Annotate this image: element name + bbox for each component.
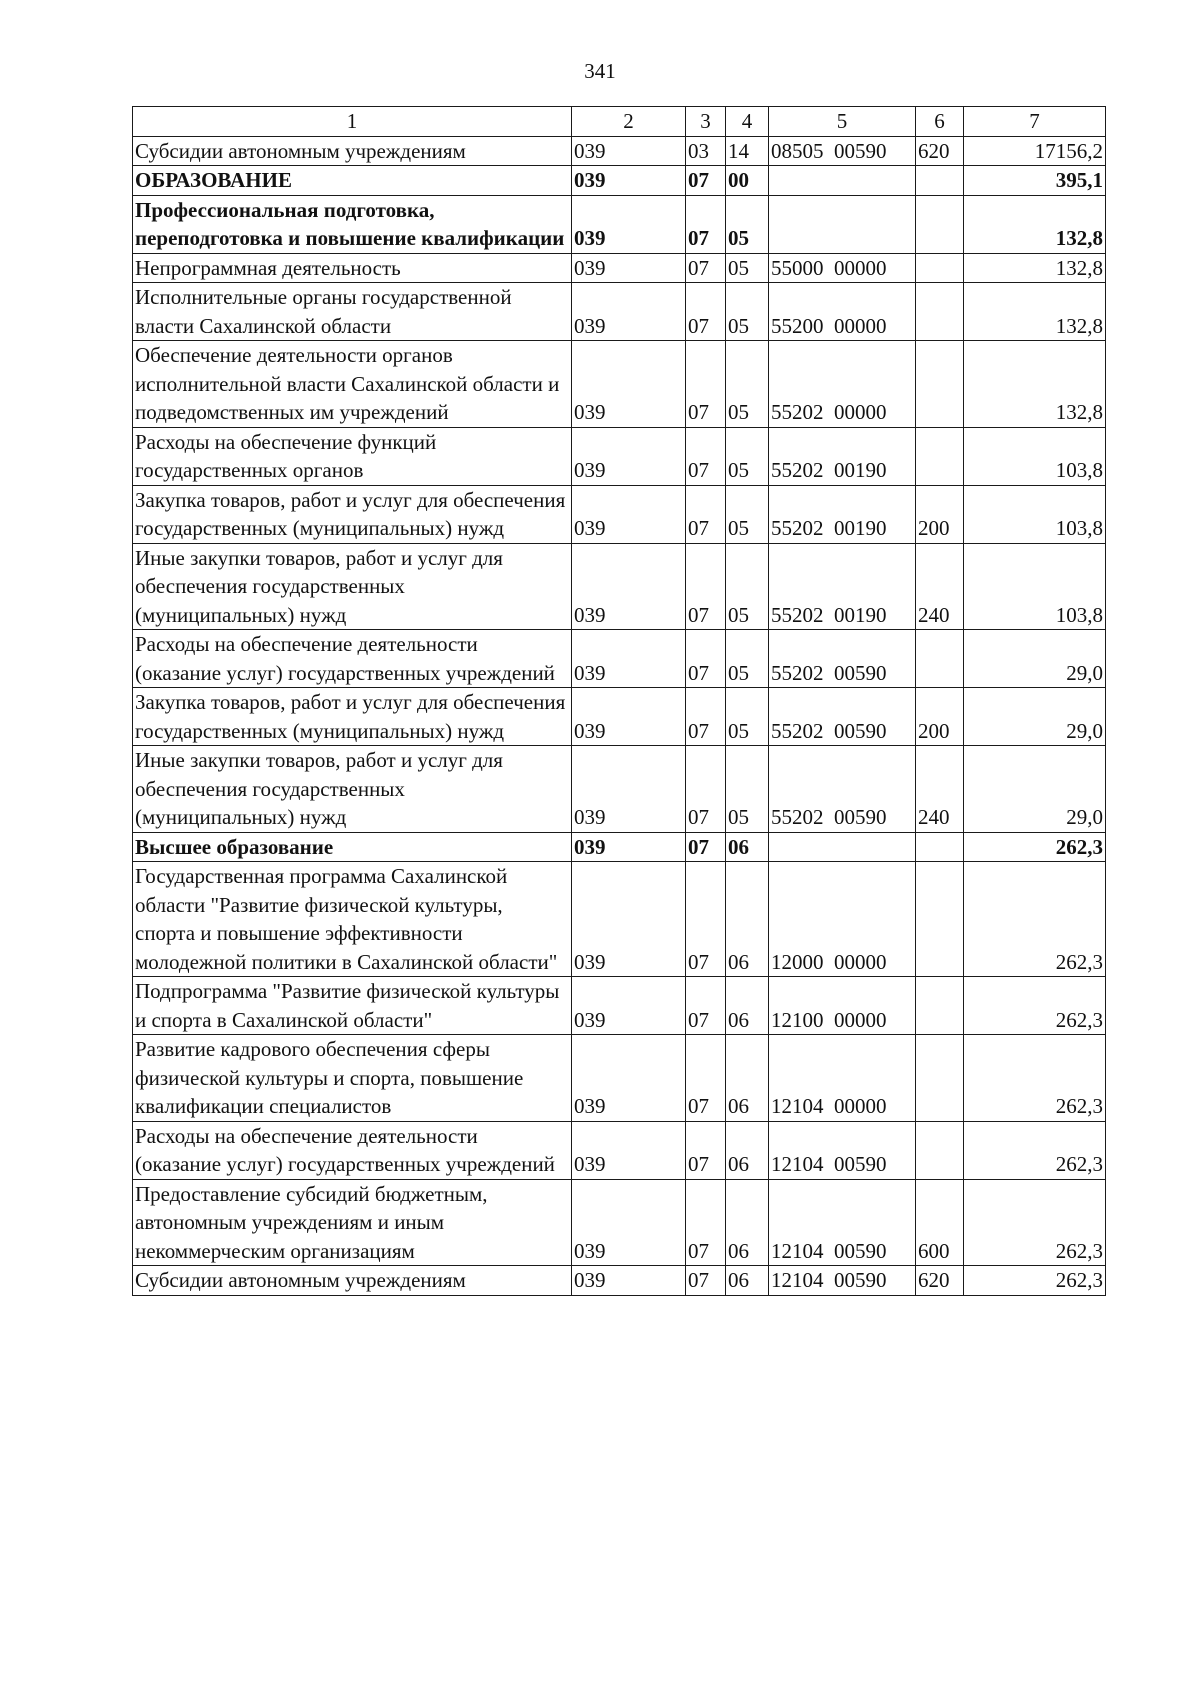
row-name-cell: Исполнительные органы государственной власти Сахалинской области (133, 283, 572, 341)
expense-type-cell: 200 (916, 485, 964, 543)
amount-cell: 103,8 (964, 427, 1106, 485)
row-name-cell: Иные закупки товаров, работ и услуг для обеспечения государственных (муниципальных) нужд (133, 543, 572, 630)
table-row (133, 1266, 1106, 1296)
code-cell: 039 (572, 1179, 686, 1266)
row-name-cell: Развитие кадрового обеспечения сферы физической культуры и спорта, повышение квалификации специалистов (133, 1035, 572, 1122)
subsection-cell: 05 (726, 543, 769, 630)
section-cell: 07 (686, 832, 726, 862)
column-header: 1 (133, 107, 572, 137)
subsection-cell: 14 (726, 136, 769, 166)
target-article-cell: 08505 00590 (769, 136, 916, 166)
page-number: 341 (584, 59, 616, 83)
section-cell: 07 (686, 341, 726, 428)
table-row (133, 253, 1106, 283)
subsection-cell: 05 (726, 283, 769, 341)
target-article-cell: 12104 00590 (769, 1266, 916, 1296)
target-article-cell: 55000 00000 (769, 253, 916, 283)
row-name-cell: Субсидии автономным учреждениям (133, 1266, 572, 1296)
code-cell: 039 (572, 630, 686, 688)
section-cell: 07 (686, 283, 726, 341)
amount-cell: 262,3 (964, 1121, 1106, 1179)
amount-cell: 262,3 (964, 1179, 1106, 1266)
code-cell: 039 (572, 862, 686, 977)
code-cell: 039 (572, 283, 686, 341)
row-name-cell: Непрограммная деятельность (133, 253, 572, 283)
code-cell: 039 (572, 136, 686, 166)
table-row (133, 1035, 1106, 1122)
expense-type-cell (916, 341, 964, 428)
section-cell: 07 (686, 630, 726, 688)
table-row (133, 832, 1106, 862)
subsection-cell: 05 (726, 630, 769, 688)
table-row (133, 746, 1106, 833)
row-name-cell: Иные закупки товаров, работ и услуг для обеспечения государственных (муниципальных) нужд (133, 746, 572, 833)
target-article-cell: 12104 00590 (769, 1179, 916, 1266)
amount-cell: 103,8 (964, 485, 1106, 543)
target-article-cell: 55202 00590 (769, 746, 916, 833)
subsection-cell: 05 (726, 688, 769, 746)
subsection-cell: 00 (726, 166, 769, 196)
subsection-cell: 05 (726, 427, 769, 485)
row-name-cell: Расходы на обеспечение деятельности (оказание услуг) государственных учреждений (133, 1121, 572, 1179)
amount-cell: 132,8 (964, 253, 1106, 283)
header-row (133, 107, 1106, 137)
expense-type-cell (916, 166, 964, 196)
amount-cell: 103,8 (964, 543, 1106, 630)
table-row (133, 630, 1106, 688)
target-article-cell (769, 195, 916, 253)
expense-type-cell: 240 (916, 543, 964, 630)
row-name-cell: Закупка товаров, работ и услуг для обеспечения государственных (муниципальных) нужд (133, 688, 572, 746)
code-cell: 039 (572, 195, 686, 253)
section-cell: 07 (686, 1121, 726, 1179)
target-article-cell: 55202 00190 (769, 485, 916, 543)
amount-cell: 262,3 (964, 1266, 1106, 1296)
section-cell: 07 (686, 746, 726, 833)
section-cell: 03 (686, 136, 726, 166)
section-cell: 07 (686, 977, 726, 1035)
row-name-cell: Расходы на обеспечение функций государственных органов (133, 427, 572, 485)
subsection-cell: 06 (726, 1266, 769, 1296)
row-name-cell: Подпрограмма "Развитие физической культуры и спорта в Сахалинской области" (133, 977, 572, 1035)
table-row (133, 688, 1106, 746)
target-article-cell: 55202 00590 (769, 688, 916, 746)
target-article-cell: 12104 00000 (769, 1035, 916, 1122)
table-row (133, 341, 1106, 428)
section-cell: 07 (686, 688, 726, 746)
code-cell: 039 (572, 832, 686, 862)
subsection-cell: 06 (726, 1121, 769, 1179)
column-header: 3 (686, 107, 726, 137)
column-header: 7 (964, 107, 1106, 137)
subsection-cell: 05 (726, 746, 769, 833)
row-name-cell: Государственная программа Сахалинской области "Развитие физической культуры, спорта и повышение эффективности молодежной политики в Сахалинской области" (133, 862, 572, 977)
code-cell: 039 (572, 746, 686, 833)
code-cell: 039 (572, 166, 686, 196)
subsection-cell: 05 (726, 253, 769, 283)
amount-cell: 132,8 (964, 341, 1106, 428)
amount-cell: 29,0 (964, 630, 1106, 688)
expense-type-cell (916, 283, 964, 341)
table-row (133, 1179, 1106, 1266)
expense-type-cell: 240 (916, 746, 964, 833)
target-article-cell: 55202 00000 (769, 341, 916, 428)
code-cell: 039 (572, 253, 686, 283)
table-row (133, 136, 1106, 166)
expense-type-cell (916, 862, 964, 977)
amount-cell: 262,3 (964, 1035, 1106, 1122)
table-row (133, 1121, 1106, 1179)
code-cell: 039 (572, 1121, 686, 1179)
table-row (133, 543, 1106, 630)
section-cell: 07 (686, 253, 726, 283)
target-article-cell: 55200 00000 (769, 283, 916, 341)
section-cell: 07 (686, 1266, 726, 1296)
target-article-cell: 55202 00590 (769, 630, 916, 688)
amount-cell: 262,3 (964, 977, 1106, 1035)
code-cell: 039 (572, 341, 686, 428)
code-cell: 039 (572, 1035, 686, 1122)
row-name-cell: Субсидии автономным учреждениям (133, 136, 572, 166)
expense-type-cell: 620 (916, 136, 964, 166)
column-header: 6 (916, 107, 964, 137)
expense-type-cell (916, 427, 964, 485)
row-name-cell: Закупка товаров, работ и услуг для обеспечения государственных (муниципальных) нужд (133, 485, 572, 543)
section-cell: 07 (686, 1035, 726, 1122)
row-name-cell: Предоставление субсидий бюджетным, автономным учреждениям и иным некоммерческим организациям (133, 1179, 572, 1266)
subsection-cell: 05 (726, 195, 769, 253)
table-row (133, 166, 1106, 196)
target-article-cell: 55202 00190 (769, 427, 916, 485)
expense-type-cell (916, 977, 964, 1035)
row-name-cell: Профессиональная подготовка, переподготовка и повышение квалификации (133, 195, 572, 253)
code-cell: 039 (572, 485, 686, 543)
table-row (133, 485, 1106, 543)
amount-cell: 29,0 (964, 688, 1106, 746)
column-header: 2 (572, 107, 686, 137)
expense-type-cell: 200 (916, 688, 964, 746)
subsection-cell: 05 (726, 485, 769, 543)
table-body (133, 136, 1106, 1295)
target-article-cell (769, 832, 916, 862)
amount-cell: 132,8 (964, 283, 1106, 341)
section-cell: 07 (686, 862, 726, 977)
table-row (133, 195, 1106, 253)
code-cell: 039 (572, 977, 686, 1035)
expense-type-cell (916, 1035, 964, 1122)
row-name-cell: ОБРАЗОВАНИЕ (133, 166, 572, 196)
section-cell: 07 (686, 485, 726, 543)
subsection-cell: 06 (726, 1035, 769, 1122)
column-header: 4 (726, 107, 769, 137)
row-name-cell: Обеспечение деятельности органов исполнительной власти Сахалинской области и подведомственных им учреждений (133, 341, 572, 428)
section-cell: 07 (686, 427, 726, 485)
subsection-cell: 06 (726, 862, 769, 977)
row-name-cell: Расходы на обеспечение деятельности (оказание услуг) государственных учреждений (133, 630, 572, 688)
table-row (133, 283, 1106, 341)
table-row (133, 862, 1106, 977)
table-row (133, 977, 1106, 1035)
amount-cell: 132,8 (964, 195, 1106, 253)
table-row (133, 427, 1106, 485)
section-cell: 07 (686, 195, 726, 253)
section-cell: 07 (686, 543, 726, 630)
target-article-cell: 12104 00590 (769, 1121, 916, 1179)
expense-type-cell (916, 1121, 964, 1179)
subsection-cell: 06 (726, 977, 769, 1035)
code-cell: 039 (572, 688, 686, 746)
budget-table (132, 106, 1106, 1296)
column-header: 5 (769, 107, 916, 137)
expense-type-cell (916, 253, 964, 283)
subsection-cell: 06 (726, 832, 769, 862)
expense-type-cell: 600 (916, 1179, 964, 1266)
expense-type-cell: 620 (916, 1266, 964, 1296)
expense-type-cell (916, 195, 964, 253)
code-cell: 039 (572, 427, 686, 485)
target-article-cell: 12100 00000 (769, 977, 916, 1035)
subsection-cell: 06 (726, 1179, 769, 1266)
row-name-cell: Высшее образование (133, 832, 572, 862)
target-article-cell: 55202 00190 (769, 543, 916, 630)
subsection-cell: 05 (726, 341, 769, 428)
target-article-cell: 12000 00000 (769, 862, 916, 977)
amount-cell: 262,3 (964, 832, 1106, 862)
amount-cell: 262,3 (964, 862, 1106, 977)
expense-type-cell (916, 630, 964, 688)
code-cell: 039 (572, 1266, 686, 1296)
amount-cell: 17156,2 (964, 136, 1106, 166)
code-cell: 039 (572, 543, 686, 630)
amount-cell: 395,1 (964, 166, 1106, 196)
expense-type-cell (916, 832, 964, 862)
amount-cell: 29,0 (964, 746, 1106, 833)
target-article-cell (769, 166, 916, 196)
section-cell: 07 (686, 166, 726, 196)
section-cell: 07 (686, 1179, 726, 1266)
